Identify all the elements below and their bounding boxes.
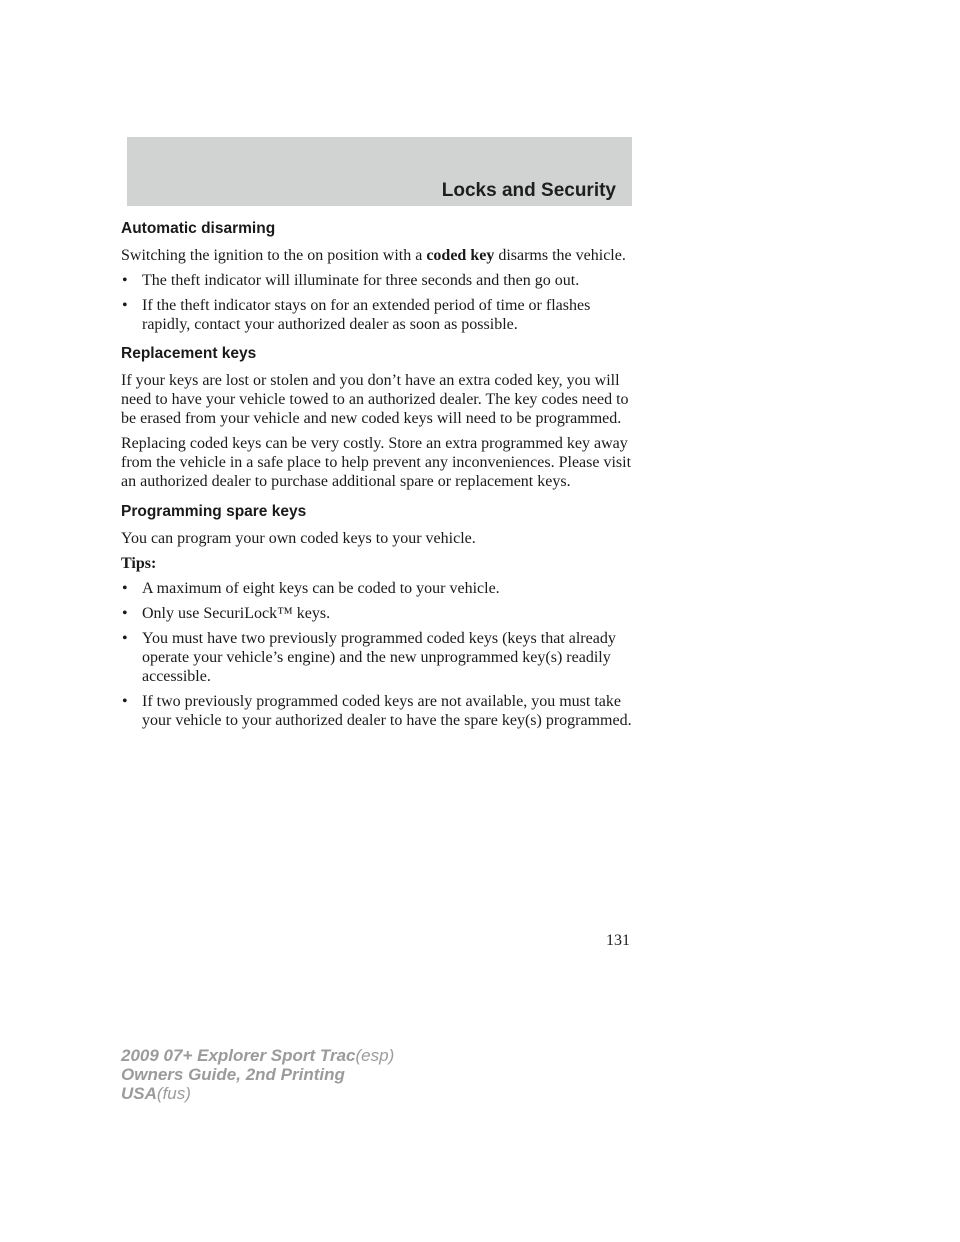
page-number: 131 — [606, 932, 630, 949]
intro-text-before: Switching the ignition to the on position with a — [121, 247, 427, 264]
paragraph-replacement-1: If your keys are lost or stolen and you don’t have an extra coded key, you will need to have your vehicle towed to an authorized dealer. The key codes need to be erased from your vehicle and new coded keys will need to be programmed. — [121, 372, 629, 427]
list-item-text: The theft indicator will illuminate for three seconds and then go out. — [142, 272, 580, 289]
footer-line-2 — [121, 1065, 394, 1084]
list-item — [121, 271, 636, 290]
list-item-text: You must have two previously programmed coded keys (keys that already operate your vehicle’s engine) and the new unprogrammed key(s) readily accessible. — [142, 630, 616, 685]
bullet-icon: • — [122, 297, 128, 314]
tips-label-text: Tips: — [121, 555, 157, 572]
list-item-text: If the theft indicator stays on for an extended period of time or flashes rapidly, contact your authorized dealer as soon as possible. — [142, 297, 591, 333]
heading-programming-spare-keys: Programming spare keys — [121, 503, 307, 520]
paragraph-programming-intro: You can program your own coded keys to your vehicle. — [121, 530, 476, 547]
footer-model-code: (esp) — [355, 1046, 395, 1065]
bullet-icon: • — [122, 630, 128, 647]
footer-market: USA — [121, 1084, 157, 1103]
list-item — [121, 604, 636, 623]
footer-market-code: (fus) — [156, 1084, 191, 1103]
list-item-text: If two previously programmed coded keys are not available, you must take your vehicle to your authorized dealer to have the spare key(s) programmed. — [142, 693, 632, 729]
intro-text-after: disarms the vehicle. — [494, 247, 626, 264]
coded-key-term: coded key — [426, 247, 495, 264]
paragraph-replacement-2: Replacing coded keys can be very costly. Store an extra programmed key away from the vehicle in a safe place to help prevent any inconveniences. Please visit an authorized dealer to purchase additional spare or replacement keys. — [121, 435, 632, 490]
header-band — [127, 137, 632, 206]
section-title: Locks and Security — [441, 180, 616, 201]
footer-line-3 — [121, 1084, 394, 1103]
footer-line-1 — [121, 1046, 394, 1065]
footer-imprint — [121, 1046, 394, 1103]
list-item-text: Only use SecuriLock™ keys. — [142, 605, 331, 622]
paragraph-disarming-intro — [121, 246, 636, 265]
list-item — [121, 296, 636, 334]
bullet-icon: • — [122, 693, 128, 710]
bullet-icon: • — [122, 272, 128, 289]
list-item — [121, 629, 636, 686]
footer-guide: Owners Guide, 2nd Printing — [121, 1065, 345, 1084]
footer-model: 2009 07+ Explorer Sport Trac — [121, 1046, 356, 1065]
tips-bullet-list — [121, 579, 636, 730]
tips-label — [121, 554, 636, 573]
list-item-text: A maximum of eight keys can be coded to your vehicle. — [142, 580, 500, 597]
page-content — [121, 219, 636, 740]
disarming-bullet-list — [121, 271, 636, 334]
bullet-icon: • — [122, 605, 128, 622]
list-item — [121, 579, 636, 598]
list-item — [121, 692, 636, 730]
heading-replacement-keys: Replacement keys — [121, 345, 257, 362]
heading-automatic-disarming: Automatic disarming — [121, 220, 276, 237]
bullet-icon: • — [122, 580, 128, 597]
